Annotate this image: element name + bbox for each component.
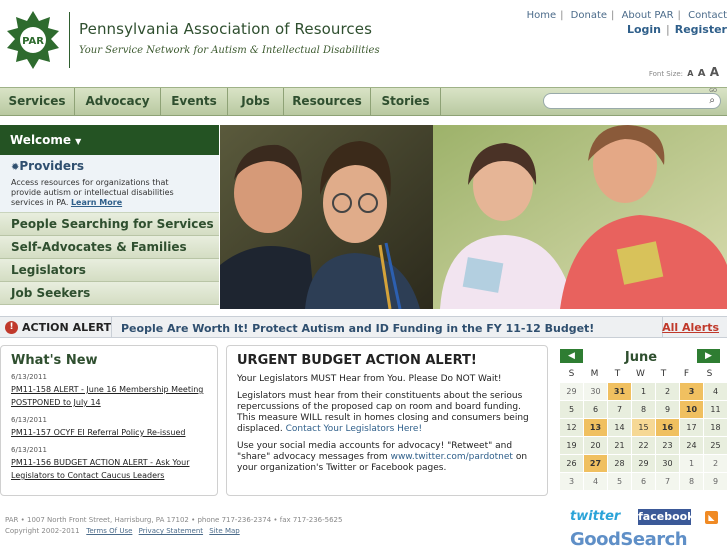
menu-legislators[interactable]: Legislators	[0, 259, 219, 282]
events-calendar	[558, 346, 724, 496]
calendar-day[interactable]: 8	[632, 401, 655, 418]
calendar-day[interactable]: 19	[560, 437, 583, 454]
nav-services[interactable]: Services	[0, 88, 75, 115]
privacy-link[interactable]: Privacy Statement	[138, 527, 204, 535]
news-item	[11, 373, 207, 409]
providers-description	[11, 178, 186, 208]
news-date: 6/13/2011	[11, 416, 47, 424]
calendar-day[interactable]: 13	[584, 419, 607, 436]
calendar-day[interactable]: 15	[632, 419, 655, 436]
font-size-medium[interactable]: A	[697, 68, 706, 79]
whats-new-panel	[0, 345, 218, 496]
menu-job-seekers[interactable]: Job Seekers	[0, 282, 219, 305]
twitter-link[interactable]: www.twitter.com/pardotnet	[390, 452, 513, 462]
calendar-day[interactable]: 26	[560, 455, 583, 472]
font-size-label: Font Size:	[648, 70, 684, 78]
urgent-body	[237, 391, 537, 435]
calendar-weekdays	[560, 369, 724, 383]
separator: |	[677, 10, 681, 21]
news-link[interactable]: PM11-158 ALERT - June 16 Membership Meeting POSTPONED to July 14	[11, 385, 204, 407]
news-item	[11, 446, 207, 482]
login-link[interactable]: Login	[626, 23, 661, 36]
chevron-down-icon: ▼	[75, 137, 82, 146]
calendar-day[interactable]: 9	[656, 401, 679, 418]
nav-events[interactable]: Events	[161, 88, 228, 115]
calendar-day[interactable]: 2	[656, 383, 679, 400]
prev-month-button[interactable]: ◀	[560, 349, 583, 363]
nav-advocacy[interactable]: Advocacy	[75, 88, 161, 115]
calendar-header	[558, 346, 724, 366]
calendar-day[interactable]: 12	[560, 419, 583, 436]
calendar-day[interactable]: 7	[608, 401, 631, 418]
footer-address: PAR • 1007 North Front Street, Harrisburg, PA 17102 • phone 717-236-2374 • fax 717-236-5625	[5, 516, 343, 524]
calendar-day[interactable]: 6	[584, 401, 607, 418]
logo-text: PAR	[22, 36, 44, 47]
calendar-day[interactable]: 30	[656, 455, 679, 472]
calendar-day[interactable]: 14	[608, 419, 631, 436]
logo-divider	[69, 12, 70, 68]
alert-headline-link[interactable]: People Are Worth It! Protect Autism and ID Funding in the FY 11-12 Budget!	[121, 322, 595, 335]
next-month-button[interactable]: ▶	[697, 349, 720, 363]
nav-resources[interactable]: Resources	[284, 88, 371, 115]
calendar-day[interactable]: 17	[680, 419, 703, 436]
weekday-label: T	[614, 369, 621, 379]
alert-label: ACTION ALERT	[22, 321, 112, 334]
urgent-social-text: Use your social media accounts for advocacy! "Retweet" and "share" advocacy messages from	[237, 441, 513, 462]
copyright: Copyright 2002-2011	[5, 527, 80, 535]
facebook-button[interactable]: facebook	[638, 510, 695, 523]
main-nav	[0, 87, 727, 116]
news-date: 6/13/2011	[11, 373, 47, 381]
calendar-day[interactable]: 29	[560, 383, 583, 400]
calendar-day[interactable]: 7	[656, 473, 679, 490]
urgent-body-text: Legislators must hear from their constituents about the serious repercussions of the proposed cap on room and board funding. This measure WILL result in homes closing and consumers being displaced.	[237, 391, 529, 434]
news-date: 6/13/2011	[11, 446, 47, 454]
calendar-day[interactable]: 22	[632, 437, 655, 454]
urgent-alert-panel	[226, 345, 548, 496]
calendar-day[interactable]: 8	[680, 473, 703, 490]
search-input[interactable]	[543, 88, 721, 109]
divider	[111, 317, 112, 337]
weekday-label: S	[568, 369, 575, 379]
separator: |	[611, 10, 615, 21]
calendar-day[interactable]: 11	[704, 401, 727, 418]
weekday-label: F	[683, 369, 690, 379]
calendar-day[interactable]: 27	[584, 455, 607, 472]
alert-icon: !	[5, 321, 18, 334]
calendar-day[interactable]: 30	[584, 383, 607, 400]
action-alert-bar	[0, 316, 727, 338]
calendar-day[interactable]: 10	[680, 401, 703, 418]
hero-photo	[220, 125, 727, 309]
calendar-day[interactable]: 2	[704, 455, 727, 472]
urgent-intro: Your Legislators MUST Hear from You. Please Do NOT Wait!	[237, 374, 502, 384]
news-link[interactable]: PM11-157 OCYF EI Referral Policy Re-issued	[11, 428, 186, 437]
org-tagline: Your Service Network for Autism & Intellectual Disabilities	[79, 45, 380, 56]
weekday-label: S	[706, 369, 713, 379]
calendar-day[interactable]: 3	[560, 473, 583, 490]
calendar-month: June	[624, 350, 658, 365]
weekday-label: T	[660, 369, 667, 379]
search-icon[interactable]: ⌕	[709, 95, 715, 106]
whats-new-title: What's New	[11, 353, 98, 368]
providers-title[interactable]	[11, 159, 213, 173]
menu-self-advocates[interactable]: Self-Advocates & Families	[0, 236, 219, 259]
font-size-small[interactable]: A	[687, 69, 694, 78]
welcome-header[interactable]	[0, 125, 219, 155]
calendar-day[interactable]: 1	[680, 455, 703, 472]
nav-stories[interactable]: Stories	[371, 88, 441, 115]
calendar-day[interactable]: 4	[704, 383, 727, 400]
site-header	[0, 0, 727, 86]
calendar-day[interactable]: 28	[608, 455, 631, 472]
calendar-day[interactable]: 23	[656, 437, 679, 454]
separator: |	[666, 23, 670, 36]
all-alerts-link[interactable]: All Alerts	[662, 321, 719, 334]
calendar-day[interactable]: 5	[560, 401, 583, 418]
urgent-title: URGENT BUDGET ACTION ALERT!	[237, 353, 477, 368]
providers-panel	[0, 155, 219, 213]
contact-link[interactable]: Contact	[688, 10, 727, 21]
calendar-day[interactable]: 18	[704, 419, 727, 436]
calendar-grid	[560, 383, 724, 490]
calendar-day[interactable]: 5	[608, 473, 631, 490]
providers-text: Access resources for organizations that provide autism or intellectual disabilities services in PA.	[11, 178, 174, 207]
providers-label: Providers	[19, 159, 85, 173]
weekday-label: M	[590, 369, 599, 379]
terms-link[interactable]: Terms Of Use	[86, 527, 133, 535]
login-links	[627, 23, 727, 36]
donate-link[interactable]: Donate	[570, 10, 608, 21]
learn-more-link[interactable]: Learn More	[70, 198, 123, 207]
separator: |	[560, 10, 564, 21]
calendar-day[interactable]: 3	[680, 383, 703, 400]
urgent-social-end: on your organization's Twitter or Facebook pages.	[237, 452, 528, 473]
gear-icon: ✹	[11, 162, 20, 173]
search-go-label: GO	[709, 88, 717, 94]
about-link[interactable]: About PAR	[621, 10, 674, 21]
nav-jobs[interactable]: Jobs	[228, 88, 284, 115]
par-logo[interactable]	[2, 9, 64, 71]
menu-people-searching[interactable]: People Searching for Services	[0, 213, 219, 236]
goodsearch-logo[interactable]: GoodSearch	[570, 529, 688, 550]
footer-legal	[5, 526, 342, 537]
home-link[interactable]: Home	[526, 10, 557, 21]
font-size-large[interactable]: A	[709, 65, 719, 79]
register-link[interactable]: Register	[674, 23, 727, 36]
utility-links	[527, 10, 727, 21]
rss-icon[interactable]: ◣	[705, 511, 718, 524]
calendar-day[interactable]: 31	[608, 383, 631, 400]
twitter-button[interactable]: twitter	[570, 509, 621, 524]
font-size-control	[649, 65, 719, 79]
site-footer	[5, 515, 342, 537]
calendar-day[interactable]: 4	[584, 473, 607, 490]
sitemap-link[interactable]: Site Map	[209, 527, 240, 535]
calendar-day[interactable]: 9	[704, 473, 727, 490]
news-item	[11, 416, 207, 439]
news-link[interactable]: PM11-156 BUDGET ACTION ALERT - Ask Your Legislators to Contact Caucus Leaders	[11, 458, 190, 480]
calendar-day[interactable]: 24	[680, 437, 703, 454]
calendar-day[interactable]: 25	[704, 437, 727, 454]
org-name[interactable]: Pennsylvania Association of Resources	[79, 20, 373, 38]
calendar-day[interactable]: 21	[608, 437, 631, 454]
audience-menu	[0, 125, 219, 309]
urgent-social	[237, 441, 537, 474]
weekday-label: W	[636, 369, 645, 379]
contact-legislators-link[interactable]: Contact Your Legislators Here!	[285, 424, 423, 434]
calendar-day[interactable]: 1	[632, 383, 655, 400]
welcome-label: Welcome	[10, 133, 72, 147]
calendar-day[interactable]: 20	[584, 437, 607, 454]
calendar-day[interactable]: 29	[632, 455, 655, 472]
calendar-day[interactable]: 16	[656, 419, 679, 436]
calendar-day[interactable]: 6	[632, 473, 655, 490]
